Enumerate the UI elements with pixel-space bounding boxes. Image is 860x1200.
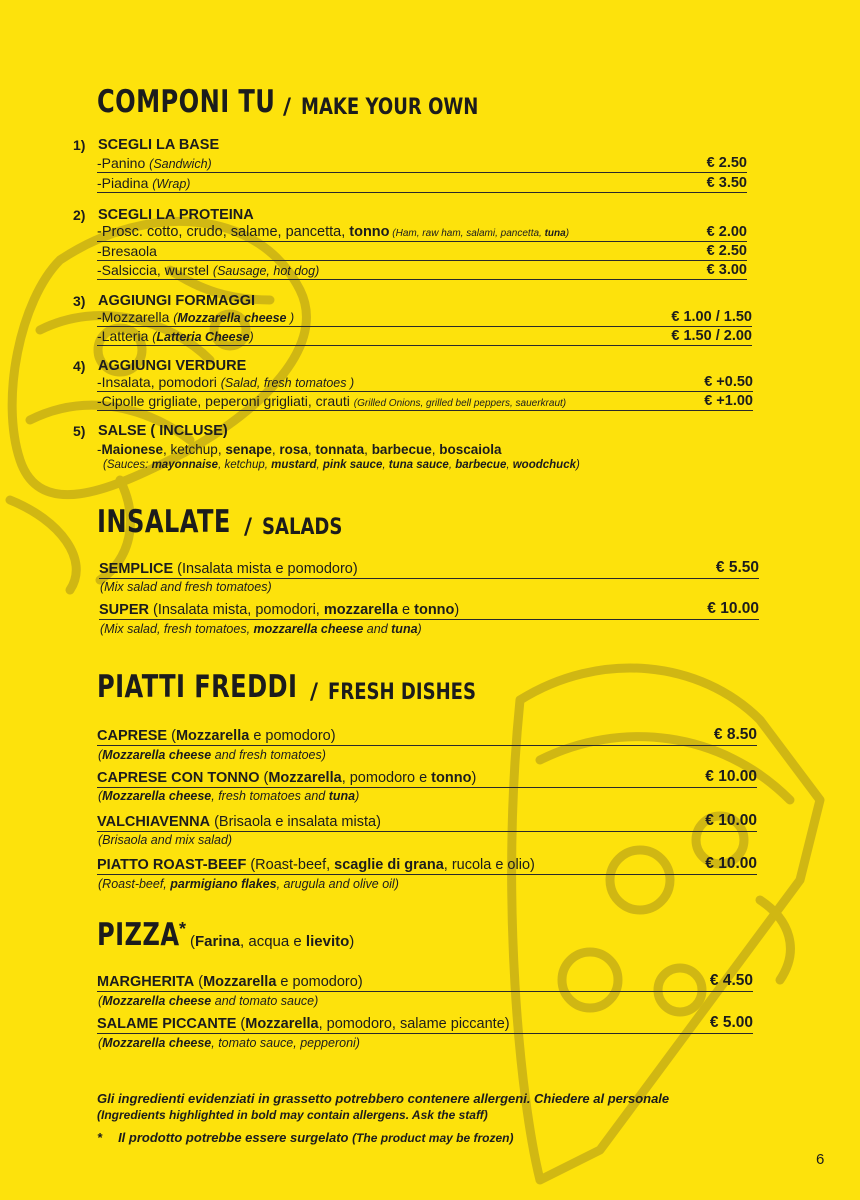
item-english — [100, 622, 422, 636]
step-title: SCEGLI LA PROTEINA — [98, 207, 254, 223]
item-desc-bold: mozzarella — [323, 602, 399, 618]
price: € 5.50 — [706, 559, 759, 579]
section-title: COMPONI TU — [97, 84, 276, 120]
price: € 1.50 / 2.00 — [671, 328, 752, 344]
item-desc-bold: Mozzarella — [203, 974, 277, 990]
price: € 2.00 — [706, 224, 747, 240]
row-label: -Piadina — [97, 175, 153, 191]
row-english: ( — [173, 311, 178, 325]
menu-item — [99, 601, 759, 620]
en-text: ( — [98, 748, 103, 762]
en-bold: mozzarella cheese — [253, 622, 364, 636]
sauce-bold: Maionese — [101, 442, 164, 457]
section-title: PIATTI FREDDI — [97, 669, 298, 705]
row-bold: tonno — [349, 224, 390, 240]
item-name: MARGHERITA — [97, 974, 195, 990]
title-separator: / — [283, 95, 292, 120]
section-subtitle: SALADS — [262, 515, 343, 540]
price: € +1.00 — [704, 393, 753, 409]
row-label: -Prosc. cotto, crudo, salame, pancetta, — [97, 224, 350, 240]
en-text: , arugula and olive oil) — [276, 877, 399, 891]
row-label: -Cipolle grigliate, peperoni grigliati, crauti — [97, 393, 354, 409]
en-bold: tuna — [328, 789, 356, 803]
sauces-english — [103, 459, 580, 471]
item-name: SALAME PICCANTE — [97, 1016, 237, 1032]
frozen-text: Il prodotto potrebbe essere surgelato — [118, 1130, 353, 1145]
step-number: 1) — [73, 137, 86, 153]
menu-item — [99, 560, 759, 579]
row-english: ) — [286, 311, 295, 325]
price: € 1.00 / 1.50 — [671, 309, 752, 325]
row-english: (Grilled Onions, grilled bell peppers, sauerkraut) — [353, 398, 567, 409]
section-header-componi — [97, 80, 517, 120]
sauce-text: , — [316, 459, 323, 471]
section-title: PIZZA — [97, 917, 180, 953]
item-english: (Brisaola and mix salad) — [98, 833, 233, 847]
step-title: AGGIUNGI VERDURE — [98, 358, 247, 374]
en-text: , tomato sauce, pepperoni) — [211, 1036, 360, 1050]
sauce-text: , — [307, 442, 316, 457]
en-text: and tomato sauce) — [211, 994, 319, 1008]
asterisk: * — [179, 919, 187, 939]
row-label: -Insalata, pomodori — [97, 374, 221, 390]
sauce-bold: tonnata — [315, 442, 365, 457]
item-desc: e pomodoro) — [249, 728, 336, 744]
menu-item — [97, 813, 757, 832]
section-header-pizza — [97, 913, 354, 953]
section-header-insalate — [97, 500, 360, 540]
price: € 3.50 — [706, 175, 747, 191]
row-english-bold: tuna — [544, 228, 566, 239]
item-english — [98, 789, 359, 803]
sauce-text: , — [382, 459, 389, 471]
en-bold: Mozzarella cheese — [102, 748, 212, 762]
item-name: CAPRESE CON TONNO — [97, 770, 260, 786]
price: € 10.00 — [695, 768, 757, 788]
item-english: (Mix salad and fresh tomatoes) — [100, 580, 272, 594]
en-text: ) — [417, 622, 422, 636]
item-desc: e — [398, 602, 415, 618]
row-english-bold: Mozzarella cheese — [177, 311, 287, 325]
note-text: , acqua e — [240, 933, 306, 950]
row-english-bold: Latteria Cheese — [156, 330, 250, 344]
step-number: 5) — [73, 423, 86, 439]
section-header-piatti — [97, 665, 509, 705]
sauce-text: , — [431, 442, 440, 457]
en-text: and fresh tomatoes) — [211, 748, 326, 762]
item-desc: , pomodoro, salame piccante) — [318, 1016, 510, 1032]
menu-item — [97, 727, 757, 746]
en-bold: Mozzarella cheese — [102, 994, 212, 1008]
note-text: ( — [190, 933, 196, 950]
step-number: 2) — [73, 207, 86, 223]
menu-row — [97, 243, 747, 261]
note-bold: lievito — [305, 933, 350, 950]
item-desc-bold: Mozzarella — [175, 728, 250, 744]
en-bold: tuna — [391, 622, 418, 636]
menu-item — [97, 973, 753, 992]
step-title: AGGIUNGI FORMAGGI — [98, 293, 256, 309]
en-text: ( — [98, 789, 103, 803]
item-desc-bold: tonno — [414, 602, 455, 618]
en-bold: Mozzarella cheese — [102, 789, 212, 803]
item-desc: (Brisaola e insalata mista) — [210, 814, 381, 830]
menu-item — [97, 1015, 753, 1034]
sauce-text: , — [364, 442, 372, 457]
item-name: PIATTO ROAST-BEEF — [97, 857, 247, 873]
sauce-text: - — [97, 442, 102, 457]
sauce-bold: mayonnaise — [151, 459, 219, 471]
sauce-text: , — [448, 459, 456, 471]
price: € 3.00 — [706, 262, 747, 278]
allergen-notice-english: (Ingredients highlighted in bold may contain allergens. Ask the staff) — [97, 1108, 488, 1122]
row-label: -Panino — [97, 155, 150, 171]
sauce-bold: senape — [225, 442, 272, 457]
item-desc: ( — [236, 1016, 246, 1032]
note-text: ) — [349, 933, 355, 950]
item-desc: (Roast-beef, — [246, 857, 335, 873]
frozen-notice — [97, 1130, 513, 1145]
row-english: (Sandwich) — [149, 157, 212, 171]
item-desc: ( — [194, 974, 204, 990]
sauce-text: , ketchup, — [163, 442, 226, 457]
menu-row — [97, 223, 747, 242]
item-desc: (Insalata mista e pomodoro) — [173, 561, 358, 577]
sauce-bold: woodchuck — [512, 459, 576, 471]
en-text: , fresh tomatoes and — [211, 789, 329, 803]
menu-row — [97, 328, 752, 346]
item-desc-bold: scaglie di grana — [334, 857, 444, 873]
menu-row — [97, 262, 747, 280]
sauce-bold: barbecue — [371, 442, 432, 457]
item-english — [98, 877, 399, 891]
row-label: -Mozzarella — [97, 309, 174, 325]
item-english — [98, 1036, 360, 1050]
item-desc: , pomodoro e — [341, 770, 432, 786]
price: € 8.50 — [704, 726, 757, 746]
sauce-bold: pink sauce — [322, 459, 383, 471]
sauce-bold: rosa — [279, 442, 308, 457]
row-english: ) — [565, 228, 570, 239]
sauce-text: ) — [576, 459, 580, 471]
sauce-bold: mustard — [271, 459, 317, 471]
item-desc-bold: tonno — [431, 770, 472, 786]
item-name: SUPER — [99, 602, 149, 618]
section-subtitle: MAKE YOUR OWN — [301, 95, 479, 120]
menu-row — [97, 393, 753, 411]
en-text: ( — [98, 994, 103, 1008]
en-text: ) — [355, 789, 360, 803]
sauces-list — [97, 442, 502, 457]
item-english — [98, 748, 326, 762]
asterisk: * — [97, 1130, 103, 1145]
item-name: VALCHIAVENNA — [97, 814, 211, 830]
step-number: 3) — [73, 293, 86, 309]
row-english: ) — [249, 330, 254, 344]
section-title: INSALATE — [97, 504, 231, 540]
price: € 10.00 — [695, 855, 757, 875]
sauce-bold: tuna sauce — [388, 459, 449, 471]
sauce-text: (Sauces: — [103, 459, 152, 471]
menu-row — [97, 374, 753, 392]
en-text: and — [363, 622, 392, 636]
row-english: ( — [152, 330, 157, 344]
allergen-notice: Gli ingredienti evidenziati in grassetto potrebbero contenere allergeni. Chiedere al personale — [97, 1091, 670, 1106]
sauce-bold: barbecue — [455, 459, 507, 471]
item-name: SEMPLICE — [99, 561, 174, 577]
price: € 10.00 — [697, 600, 759, 620]
item-desc: e pomodoro) — [276, 974, 363, 990]
note-bold: Farina — [195, 933, 241, 950]
item-desc: ( — [167, 728, 176, 744]
price: € 2.50 — [706, 155, 747, 171]
step-title: SALSE ( INCLUSE) — [98, 423, 228, 439]
menu-row — [97, 155, 747, 173]
frozen-text-english: (The product may be frozen) — [352, 1131, 514, 1145]
sauce-text: , ketchup, — [218, 459, 272, 471]
sauce-text: , — [506, 459, 513, 471]
item-desc: , rucola e olio) — [443, 857, 535, 873]
menu-item — [97, 769, 757, 788]
section-subtitle: FRESH DISHES — [328, 680, 477, 705]
row-label: -Bresaola — [97, 243, 157, 259]
row-english: (Wrap) — [152, 177, 191, 191]
price: € 5.00 — [700, 1014, 753, 1034]
en-text: ( — [98, 1036, 103, 1050]
item-desc-bold: Mozzarella — [245, 1016, 319, 1032]
row-label: -Latteria — [97, 328, 153, 344]
en-bold: parmigiano flakes — [170, 877, 277, 891]
step-title: SCEGLI LA BASE — [98, 137, 220, 153]
row-english: (Salad, fresh tomatoes ) — [220, 376, 355, 390]
price: € 4.50 — [700, 972, 753, 992]
sauce-text: , — [271, 442, 280, 457]
item-english — [98, 994, 318, 1008]
pizza-note — [190, 933, 354, 953]
step-number: 4) — [73, 358, 86, 374]
item-desc: ( — [259, 770, 269, 786]
item-desc: (Insalata mista, pomodori, — [148, 602, 324, 618]
row-english: (Sausage, hot dog) — [212, 264, 320, 278]
item-desc: ) — [471, 770, 477, 786]
price: € +0.50 — [704, 374, 753, 390]
en-bold: Mozzarella cheese — [102, 1036, 212, 1050]
en-text: (Mix salad, fresh tomatoes, — [100, 622, 254, 636]
row-english: (Ham, raw ham, salami, pancetta, — [389, 228, 545, 239]
item-desc: ) — [454, 602, 460, 618]
menu-row — [97, 309, 752, 327]
menu-row — [97, 175, 747, 193]
title-separator: / — [244, 515, 253, 540]
page-number: 6 — [816, 1151, 825, 1168]
row-label: -Salsiccia, wurstel — [97, 262, 213, 278]
item-name: CAPRESE — [97, 728, 168, 744]
en-text: (Roast-beef, — [98, 877, 171, 891]
menu-item — [97, 856, 757, 875]
title-separator: / — [310, 680, 319, 705]
price: € 2.50 — [706, 243, 747, 259]
price: € 10.00 — [695, 812, 757, 832]
item-desc-bold: Mozzarella — [268, 770, 342, 786]
sauce-bold: boscaiola — [439, 442, 502, 457]
